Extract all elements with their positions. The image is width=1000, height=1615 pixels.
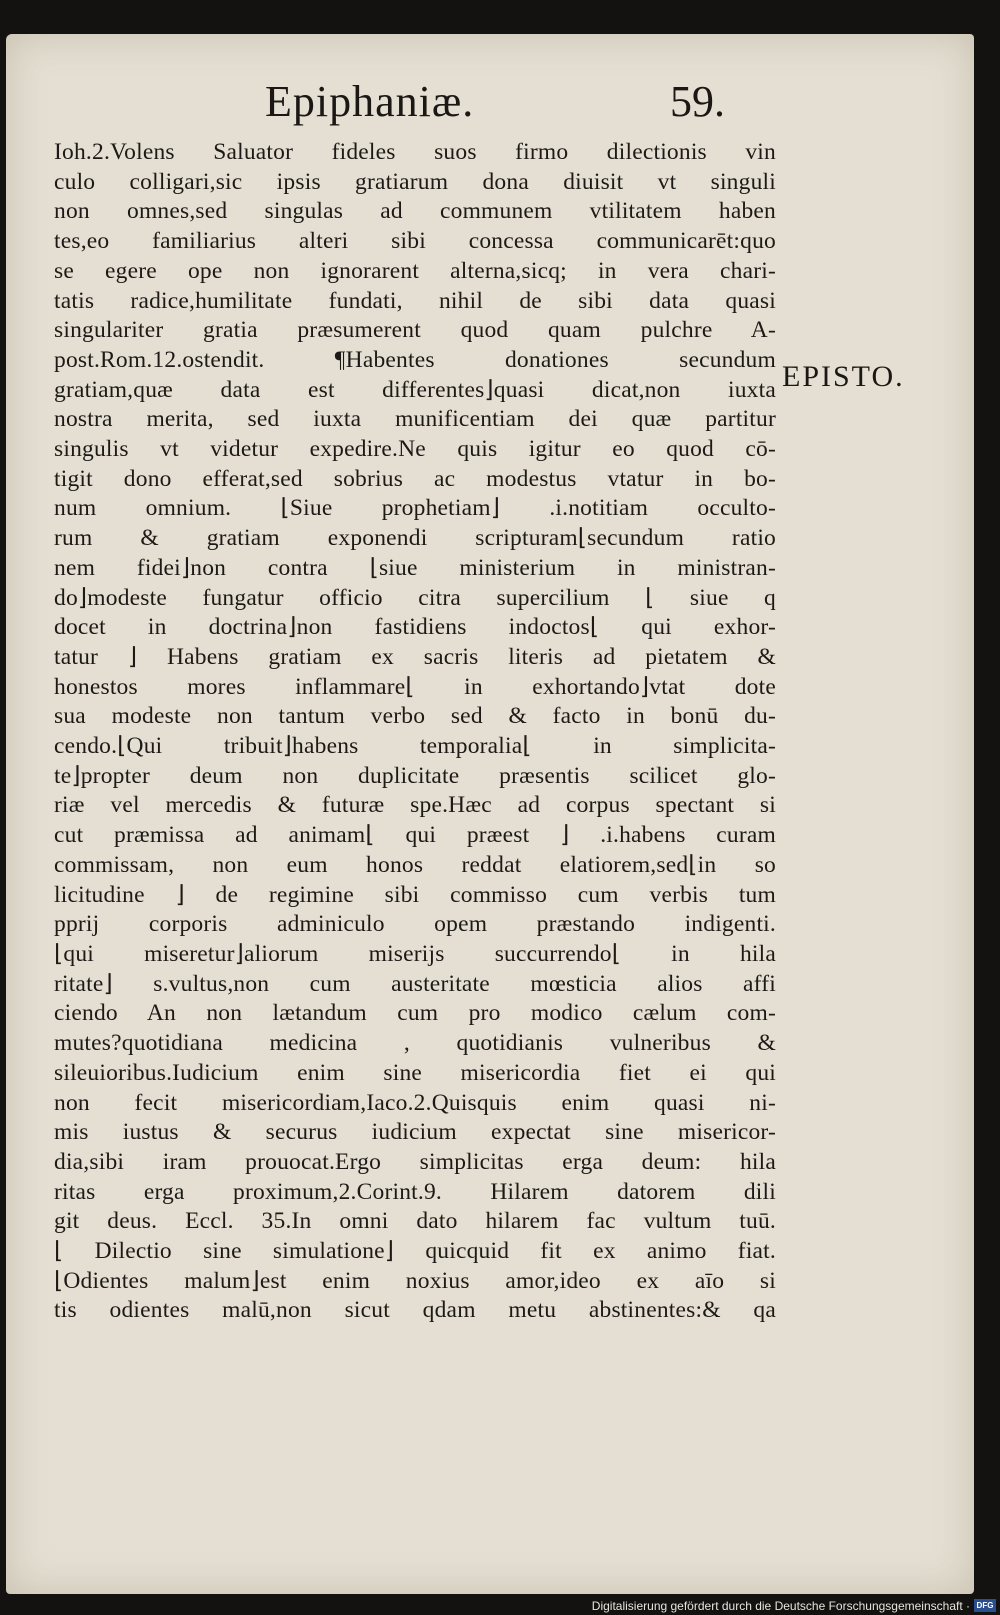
text-line: licitudine ⌋ de regimine sibi commisso cum verbis tum	[54, 881, 776, 908]
text-line: mis iustus & securus iudicium expectat sine misericor-	[54, 1119, 776, 1146]
text-line: nostra merita, sed iuxta munificentiam dei quæ partitur	[54, 406, 776, 433]
text-line: culo colligari,sic ipsis gratiarum dona diuisit vt singuli	[54, 168, 776, 195]
text-line: rum & gratiam exponendi scripturam⌊secundum ratio	[54, 525, 776, 552]
text-line: gratiam,quæ data est differentes⌋quasi dicat,non iuxta	[54, 376, 776, 403]
text-line: honestos mores inflammare⌊ in exhortando⌋vtat dote	[54, 673, 776, 700]
text-line: dia,sibi iram prouocat.Ergo simplicitas erga deum: hila	[54, 1148, 776, 1175]
text-line: non fecit misericordiam,Iaco.2.Quisquis enim quasi ni-	[54, 1089, 776, 1116]
text-line: riæ vel mercedis & futuræ spe.Hæc ad corpus spectant si	[54, 792, 776, 819]
digitization-credit: Digitalisierung gefördert durch die Deutsche Forschungsgemeinschaft ·	[591, 1599, 970, 1613]
body-text	[54, 138, 776, 1326]
text-line: sua modeste non tantum verbo sed & facto in bonū du-	[54, 703, 776, 730]
text-line: do⌋modeste fungatur officio citra supercilium ⌊ siue q	[54, 584, 776, 611]
text-line: tis odientes malū,non sicut qdam metu abstinentes:& qa	[54, 1297, 776, 1324]
text-line: tigit dono efferat,sed sobrius ac modestus vtatur in bo-	[54, 465, 776, 492]
text-line: ritas erga proximum,2.Corint.9. Hilarem datorem dili	[54, 1178, 776, 1205]
text-line: tatis radice,humilitate fundati, nihil de sibi data quasi	[54, 287, 776, 314]
text-line: ciendo An non lætandum cum pro modico cælum com-	[54, 1000, 776, 1027]
text-line: ⌊ Dilectio sine simulatione⌋ quicquid fit ex animo fiat.	[54, 1238, 776, 1265]
text-line: non omnes,sed singulas ad communem vtilitatem haben	[54, 198, 776, 225]
text-line: ritate⌋ s.vultus,non cum austeritate mœsticia alios affi	[54, 970, 776, 997]
text-line: ⌊qui miseretur⌋aliorum miserijs succurrendo⌊ in hila	[54, 940, 776, 967]
footer-bar	[0, 1597, 1000, 1615]
text-line: git deus. Eccl. 35.In omni dato hilarem fac vultum tuū.	[54, 1208, 776, 1235]
text-line: te⌋propter deum non duplicitate præsentis scilicet glo-	[54, 762, 776, 789]
running-head	[0, 72, 1000, 132]
text-line: tatur ⌋ Habens gratiam ex sacris literis ad pietatem &	[54, 643, 776, 670]
marginal-note: EPISTO.	[782, 360, 905, 393]
text-line: ⌊Odientes malum⌋est enim noxius amor,ideo ex aīo si	[54, 1267, 776, 1294]
text-line: sileuioribus.Iudicium enim sine misericordia fiet ei qui	[54, 1059, 776, 1086]
text-line: cut præmissa ad animam⌊ qui præest ⌋ .i.habens curam	[54, 822, 776, 849]
text-line: tes,eo familiarius alteri sibi concessa communicarēt:quo	[54, 228, 776, 255]
text-line: mutes?quotidiana medicina , quotidianis vulneribus &	[54, 1030, 776, 1057]
text-line: docet in doctrina⌋non fastidiens indoctos⌊ qui exhor-	[54, 614, 776, 641]
text-line: se egere ope non ignorarent alterna,sicq; in vera chari-	[54, 257, 776, 284]
text-line: cendo.⌊Qui tribuit⌋habens temporalia⌊ in simplicita-	[54, 733, 776, 760]
running-head-title: Epiphaniæ.	[265, 77, 475, 126]
dfg-logo: DFG	[974, 1599, 996, 1612]
page-number: 59.	[670, 77, 725, 126]
text-line: commissam, non eum honos reddat elatiorem,sed⌊in so	[54, 851, 776, 878]
text-line: singulis vt videtur expedire.Ne quis igitur eo quod cō-	[54, 436, 776, 463]
text-line: pprij corporis adminiculo opem præstando indigenti.	[54, 911, 776, 938]
text-line: Ioh.2.Volens Saluator fideles suos firmo dilectionis vin	[54, 139, 776, 165]
text-line: nem fidei⌋non contra ⌊siue ministerium in ministran-	[54, 554, 776, 581]
text-line: post.Rom.12.ostendit. ¶Habentes donationes secundum	[54, 346, 776, 373]
text-line: num omnium. ⌊Siue prophetiam⌋ .i.notitiam occulto-	[54, 495, 776, 522]
text-line: singulariter gratia præsumerent quod quam pulchre A-	[54, 317, 776, 344]
